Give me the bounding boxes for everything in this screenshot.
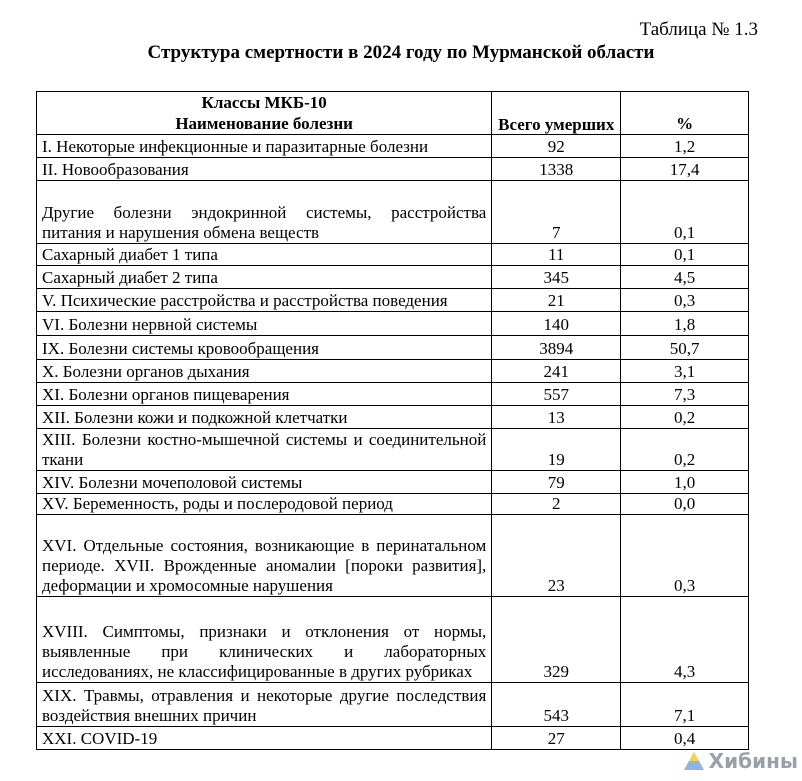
disease-name-cell: Другие болезни эндокринной системы, расстройства питания и нарушения обмена веществ — [37, 181, 492, 244]
watermark-text: Хибины — [708, 749, 798, 773]
total-deaths-cell: 2 — [492, 494, 621, 515]
disease-name-cell: IX. Болезни системы кровообращения — [37, 336, 492, 360]
table-row — [37, 494, 749, 515]
table-row — [37, 360, 749, 383]
table-number: Таблица № 1.3 — [639, 19, 758, 40]
header-disease-name-line: Наименование болезни — [175, 114, 353, 133]
table-row — [37, 244, 749, 266]
table-row — [37, 135, 749, 158]
percent-cell: 0,0 — [621, 494, 749, 515]
disease-name-cell: Сахарный диабет 1 типа — [37, 244, 492, 266]
total-deaths-cell: 543 — [492, 683, 621, 727]
watermark — [683, 749, 798, 773]
percent-cell: 17,4 — [621, 158, 749, 181]
disease-name-cell: XI. Болезни органов пищеварения — [37, 383, 492, 406]
percent-cell: 1,2 — [621, 135, 749, 158]
table-header-row — [37, 92, 749, 135]
table-row — [37, 266, 749, 289]
disease-name-cell: XIII. Болезни костно-мышечной системы и соединительной ткани — [37, 429, 492, 471]
percent-cell: 0,4 — [621, 727, 749, 750]
header-disease-class — [37, 92, 492, 135]
total-deaths-cell: 21 — [492, 289, 621, 312]
percent-cell: 4,3 — [621, 597, 749, 683]
disease-name-cell: II. Новообразования — [37, 158, 492, 181]
percent-cell: 0,2 — [621, 429, 749, 471]
total-deaths-cell: 345 — [492, 266, 621, 289]
disease-name-cell: XVI. Отдельные состояния, возникающие в перинатальном периоде. XVII. Врожденные аномалии [пороки развития], деформации и хромосомные нарушения — [37, 515, 492, 597]
percent-cell: 0,3 — [621, 289, 749, 312]
table-row — [37, 312, 749, 336]
total-deaths-cell: 92 — [492, 135, 621, 158]
disease-name-cell: XIV. Болезни мочеполовой системы — [37, 471, 492, 494]
percent-cell: 4,5 — [621, 266, 749, 289]
table-row — [37, 727, 749, 750]
total-deaths-cell: 3894 — [492, 336, 621, 360]
percent-cell: 7,1 — [621, 683, 749, 727]
total-deaths-cell: 79 — [492, 471, 621, 494]
disease-name-cell: XVIII. Симптомы, признаки и отклонения от нормы, выявленные при клинических и лабораторных исследованиях, не классифицированные в других рубриках — [37, 597, 492, 683]
total-deaths-cell: 19 — [492, 429, 621, 471]
percent-cell: 1,8 — [621, 312, 749, 336]
percent-cell: 50,7 — [621, 336, 749, 360]
total-deaths-cell: 7 — [492, 181, 621, 244]
percent-cell: 0,1 — [621, 244, 749, 266]
table-row — [37, 181, 749, 244]
total-deaths-cell: 13 — [492, 406, 621, 429]
disease-name-cell: XXI. COVID-19 — [37, 727, 492, 750]
mountain-logo-icon — [683, 750, 705, 772]
table-row — [37, 515, 749, 597]
total-deaths-cell: 11 — [492, 244, 621, 266]
disease-name-cell: V. Психические расстройства и расстройства поведения — [37, 289, 492, 312]
percent-cell: 1,0 — [621, 471, 749, 494]
header-total-deaths: Всего умерших — [492, 92, 621, 135]
disease-name-cell: XIX. Травмы, отравления и некоторые другие последствия воздействия внешних причин — [37, 683, 492, 727]
header-mkb-line: Классы МКБ-10 — [201, 93, 327, 112]
disease-name-cell: XV. Беременность, роды и послеродовой период — [37, 494, 492, 515]
disease-name-cell: XII. Болезни кожи и подкожной клетчатки — [37, 406, 492, 429]
table-row — [37, 289, 749, 312]
disease-name-cell: Сахарный диабет 2 типа — [37, 266, 492, 289]
table-row — [37, 158, 749, 181]
total-deaths-cell: 23 — [492, 515, 621, 597]
total-deaths-cell: 1338 — [492, 158, 621, 181]
header-percent: % — [621, 92, 749, 135]
total-deaths-cell: 27 — [492, 727, 621, 750]
document-title: Структура смертности в 2024 году по Мурманской области — [147, 42, 655, 63]
disease-name-cell: VI. Болезни нервной системы — [37, 312, 492, 336]
table-row — [37, 336, 749, 360]
mortality-table — [36, 91, 749, 750]
total-deaths-cell: 241 — [492, 360, 621, 383]
percent-cell: 0,1 — [621, 181, 749, 244]
table-row — [37, 406, 749, 429]
table-row — [37, 683, 749, 727]
percent-cell: 0,2 — [621, 406, 749, 429]
table-row — [37, 597, 749, 683]
table-row — [37, 429, 749, 471]
table-row — [37, 471, 749, 494]
percent-cell: 0,3 — [621, 515, 749, 597]
percent-cell: 7,3 — [621, 383, 749, 406]
disease-name-cell: I. Некоторые инфекционные и паразитарные болезни — [37, 135, 492, 158]
table-body — [37, 135, 749, 750]
total-deaths-cell: 329 — [492, 597, 621, 683]
table-row — [37, 383, 749, 406]
disease-name-cell: X. Болезни органов дыхания — [37, 360, 492, 383]
total-deaths-cell: 557 — [492, 383, 621, 406]
percent-cell: 3,1 — [621, 360, 749, 383]
total-deaths-cell: 140 — [492, 312, 621, 336]
